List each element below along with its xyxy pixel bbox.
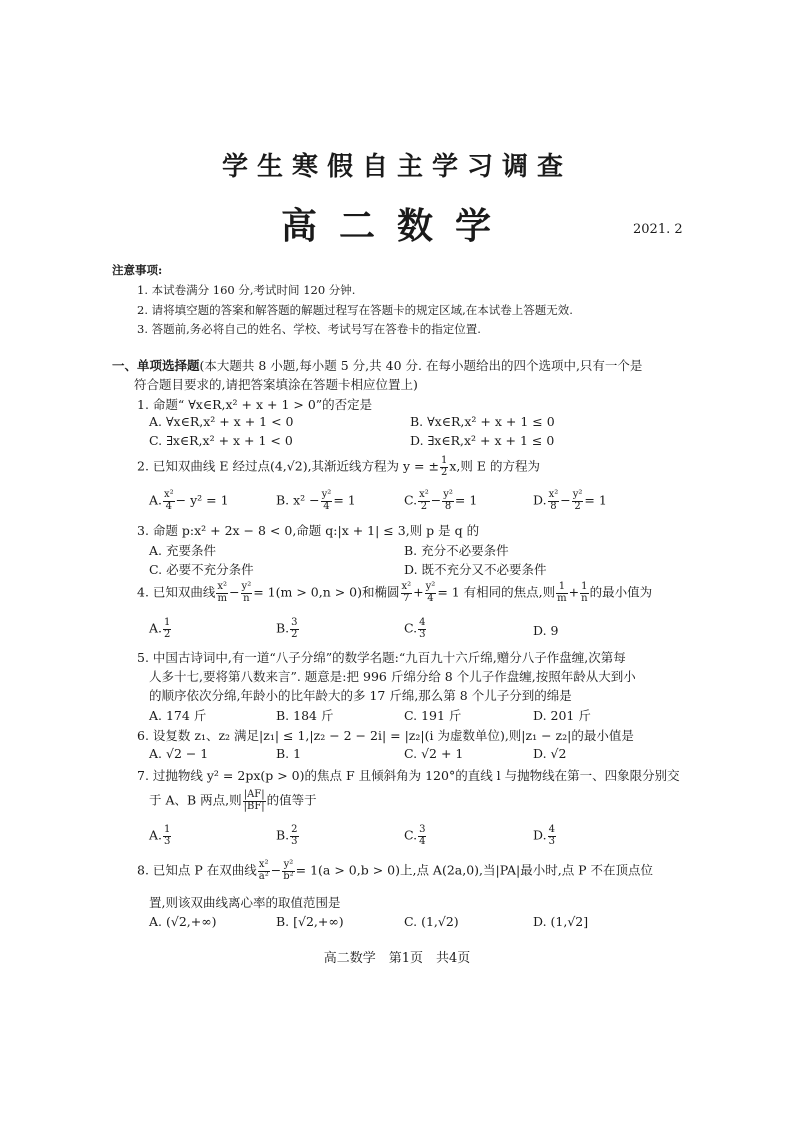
q7-line-2: 于 A、B 两点,则 $\frac{|AF|}{|BF|}$ 的值等于 — [149, 789, 317, 812]
notice-item-2: 2. 请将填空题的答案和解答题的解题过程写在答题卡的规定区域,在本试卷上答题无效. — [137, 303, 573, 317]
q8-option-b: B. [√2,+∞) — [276, 914, 344, 929]
q1-stem: 1. 命题“ ∀x∈R,x² + x + 1 > 0”的否定是 — [137, 397, 373, 412]
q2-stem — [137, 456, 540, 478]
q1-option-d: D. ∃x∈R,x² + x + 1 ≤ 0 — [410, 433, 555, 448]
section-desc-2: 符合题目要求的,请把答案填涂在答题卡相应位置上) — [134, 377, 418, 392]
q7-option-b: B. $\frac{2}{3}$ — [276, 824, 298, 847]
q3-option-b: B. 充分不必要条件 — [404, 543, 509, 558]
q3-option-a: A. 充要条件 — [149, 543, 216, 558]
q2-option-a: A. $\frac{\text{x²}}{4}$ − y² = 1 — [149, 489, 229, 512]
q5-option-b: B. 184 斤 — [276, 708, 334, 723]
q6-option-a: A. √2 − 1 — [149, 746, 209, 761]
exam-date: 2021. 2 — [633, 222, 683, 237]
section-heading — [112, 356, 642, 374]
q6-option-b: B. 1 — [276, 746, 302, 761]
page-footer: 高二数学 第1页 共4页 — [323, 951, 471, 966]
q2-option-b: B. x² − $\frac{\text{y²}}{4}$ = 1 — [276, 489, 356, 512]
q3-option-c: C. 必要不充分条件 — [149, 562, 254, 577]
q2-option-c: C. $\frac{\text{x²}}{2}$ − $\frac{\text{y²}}{8}$ = 1 — [404, 489, 478, 512]
q5-line-3: 的顺序依次分绵,年龄小的比年龄大的多 17 斤绵,那么第 8 个儿子分到的绵是 — [149, 688, 572, 703]
q6-option-c: C. √2 + 1 — [404, 746, 464, 761]
q8-option-d: D. (1,√2] — [533, 914, 589, 929]
q4-stem: 4. 已知双曲线 $\frac{\text{x²}}{m}$ − $\frac{\text{y²}}{n}$ = 1(m > 0,n > 0)和椭圆 $\frac{\text{x²}}{7}$ + $\frac{\text{y²}}{4}$ = 1 有相同的焦点,则 $\frac{1}{m}$ + $\frac{1}{n}$ 的最小值为 — [137, 581, 653, 604]
q7-option-a: A. $\frac{1}{3}$ — [149, 824, 171, 847]
notice-heading: 注意事项: — [112, 263, 163, 277]
q7-option-c: C. $\frac{3}{4}$ — [404, 824, 426, 847]
q4-option-b: B. $\frac{3}{2}$ — [276, 617, 298, 640]
notice-item-3: 3. 答题前,务必将自己的姓名、学校、考试号写在答卷卡的指定位置. — [137, 322, 481, 336]
q6-option-d: D. √2 — [533, 746, 567, 761]
q7-line-1: 7. 过抛物线 y² = 2px(p > 0)的焦点 F 且倾斜角为 120°的直线 l 与抛物线在第一、四象限分别交 — [137, 768, 680, 783]
q5-option-d: D. 201 斤 — [533, 708, 591, 723]
q4-option-d: D. 9 — [533, 623, 559, 638]
q5-option-c: C. 191 斤 — [404, 708, 462, 723]
section-title: 一、单项选择题 — [112, 358, 200, 373]
q5-line-2: 人多十七,要将第八数来言”. 题意是:把 996 斤绵分给 8 个儿子作盘缠,按照年龄从大到小 — [149, 669, 636, 684]
exam-title: 学生寒假自主学习调查 — [221, 152, 572, 182]
q8-line-1: 8. 已知点 P 在双曲线 $\frac{\text{x²}}{\text{a²}}$ − $\frac{\text{y²}}{\text{b²}}$ = 1(a > 0,b > 0)上,点 A(2a,0),当|PA|最小时,点 P 不在顶点位 — [137, 859, 654, 882]
q8-option-c: C. (1,√2) — [404, 914, 459, 929]
q1-option-a: A. ∀x∈R,x² + x + 1 < 0 — [149, 414, 294, 429]
fraction: $\frac{1}{2}$ — [440, 455, 448, 478]
q4-option-c: C. $\frac{4}{3}$ — [404, 617, 426, 640]
q2-option-d: D. $\frac{\text{x²}}{8}$ − $\frac{\text{y²}}{2}$ = 1 — [533, 489, 607, 512]
q7-option-d: D. $\frac{4}{3}$ — [533, 824, 555, 847]
q2-stem-part-2: x,则 E 的方程为 — [449, 458, 540, 474]
q8-option-a: A. (√2,+∞) — [149, 914, 217, 929]
q6-stem: 6. 设复数 z₁、z₂ 满足|z₁| ≤ 1,|z₂ − 2 − 2i| = |z₂|(i 为虚数单位),则|z₁ − z₂|的最小值是 — [137, 728, 634, 743]
notice-item-1: 1. 本试卷满分 160 分,考试时间 120 分钟. — [137, 283, 356, 297]
exam-subject: 高二数学 — [280, 205, 513, 247]
q1-option-c: C. ∃x∈R,x² + x + 1 < 0 — [149, 433, 293, 448]
q8-line-2: 置,则该双曲线离心率的取值范围是 — [149, 895, 341, 910]
q5-option-a: A. 174 斤 — [149, 708, 207, 723]
q5-line-1: 5. 中国古诗词中,有一道“八子分绵”的数学名题:“九百九十六斤绵,赠分八子作盘缠,次第每 — [137, 650, 626, 665]
q2-stem-part-1: 2. 已知双曲线 E 经过点(4,√2),其渐近线方程为 y = ± — [137, 458, 439, 474]
q4-option-a: A. $\frac{1}{2}$ — [149, 617, 171, 640]
q1-option-b: B. ∀x∈R,x² + x + 1 ≤ 0 — [410, 414, 555, 429]
section-desc-1: (本大题共 8 小题,每小题 5 分,共 40 分. 在每小题给出的四个选项中,只有一个是 — [199, 358, 643, 373]
q3-stem: 3. 命题 p:x² + 2x − 8 < 0,命题 q:|x + 1| ≤ 3,则 p 是 q 的 — [137, 523, 480, 538]
q3-option-d: D. 既不充分又不必要条件 — [404, 562, 547, 577]
